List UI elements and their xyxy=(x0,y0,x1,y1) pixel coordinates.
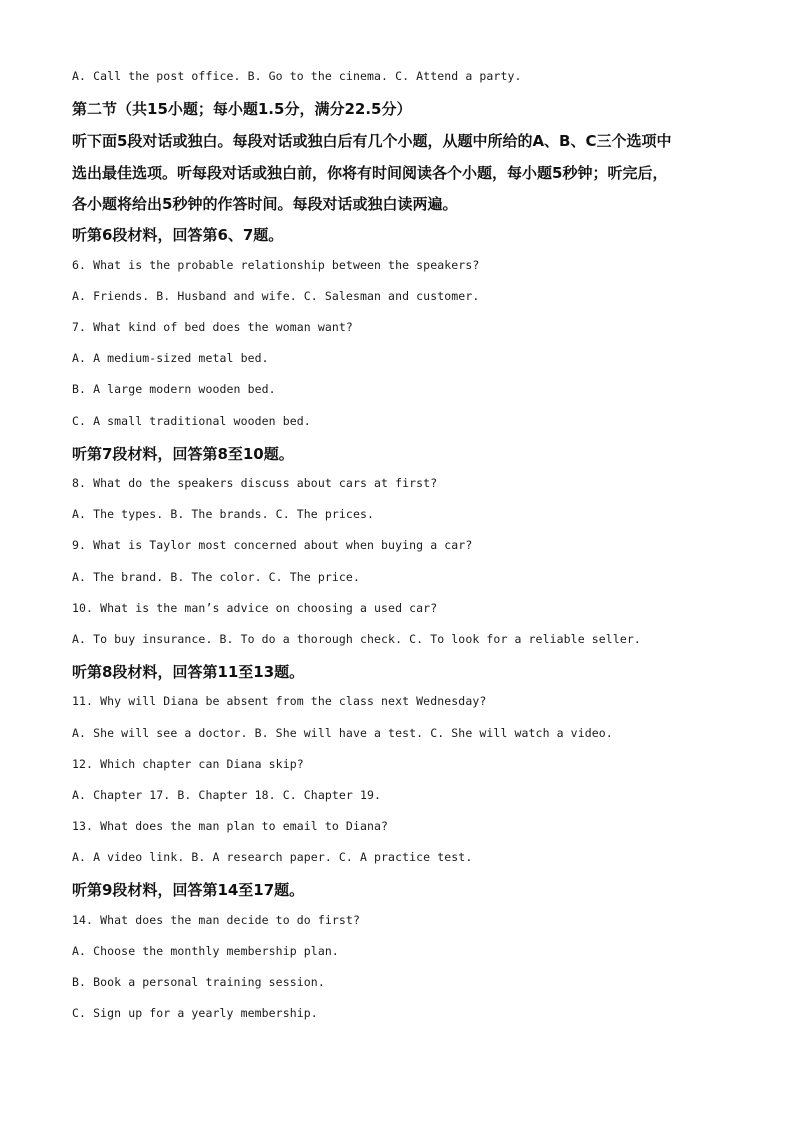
material-8-heading: 听第8段材料，回答第11至13题。 xyxy=(72,663,305,681)
options-q11: A. She will see a doctor. B. She will have a test. C. She will watch a video. xyxy=(72,726,613,740)
options-q13: A. A video link. B. A research paper. C. A practice test. xyxy=(72,850,473,864)
instructions-line-3: 各小题将给出5秒钟的作答时间。每段对话或独白读两遍。 xyxy=(72,195,458,213)
instructions-line-2: 选出最佳选项。听每段对话或独白前，你将有时间阅读各个小题，每小题5秒钟；听完后， xyxy=(72,164,668,182)
options-q9: A. The brand. B. The color. C. The price. xyxy=(72,570,360,584)
question-8: 8. What do the speakers discuss about cars at first? xyxy=(72,476,438,490)
option-q14-b: B. Book a personal training session. xyxy=(72,975,325,989)
question-6: 6. What is the probable relationship between the speakers? xyxy=(72,258,480,272)
question-9: 9. What is Taylor most concerned about when buying a car? xyxy=(72,538,473,552)
instructions-line-1: 听下面5段对话或独白。每段对话或独白后有几个小题，从题中所给的A、B、C三个选项中 xyxy=(72,132,672,150)
section-heading: 第二节（共15小题；每小题1.5分，满分22.5分） xyxy=(72,100,412,118)
options-q6: A. Friends. B. Husband and wife. C. Salesman and customer. xyxy=(72,289,480,303)
question-10: 10. What is the man’s advice on choosing a used car? xyxy=(72,601,438,615)
question-13: 13. What does the man plan to email to Diana? xyxy=(72,819,389,833)
option-q14-c: C. Sign up for a yearly membership. xyxy=(72,1006,318,1020)
option-q14-a: A. Choose the monthly membership plan. xyxy=(72,944,339,958)
options-q10: A. To buy insurance. B. To do a thorough check. C. To look for a reliable seller. xyxy=(72,632,641,646)
question-7: 7. What kind of bed does the woman want? xyxy=(72,320,353,334)
material-9-heading: 听第9段材料，回答第14至17题。 xyxy=(72,881,305,899)
option-line-q5: A. Call the post office. B. Go to the cinema. C. Attend a party. xyxy=(72,69,522,83)
option-q7-b: B. A large modern wooden bed. xyxy=(72,382,276,396)
question-12: 12. Which chapter can Diana skip? xyxy=(72,757,304,771)
option-q7-a: A. A medium-sized metal bed. xyxy=(72,351,269,365)
options-q12: A. Chapter 17. B. Chapter 18. C. Chapter 19. xyxy=(72,788,382,802)
question-14: 14. What does the man decide to do first? xyxy=(72,913,360,927)
material-6-heading: 听第6段材料，回答第6、7题。 xyxy=(72,226,284,244)
option-q7-c: C. A small traditional wooden bed. xyxy=(72,414,311,428)
question-11: 11. Why will Diana be absent from the class next Wednesday? xyxy=(72,694,487,708)
options-q8: A. The types. B. The brands. C. The prices. xyxy=(72,507,375,521)
material-7-heading: 听第7段材料，回答第8至10题。 xyxy=(72,445,294,463)
